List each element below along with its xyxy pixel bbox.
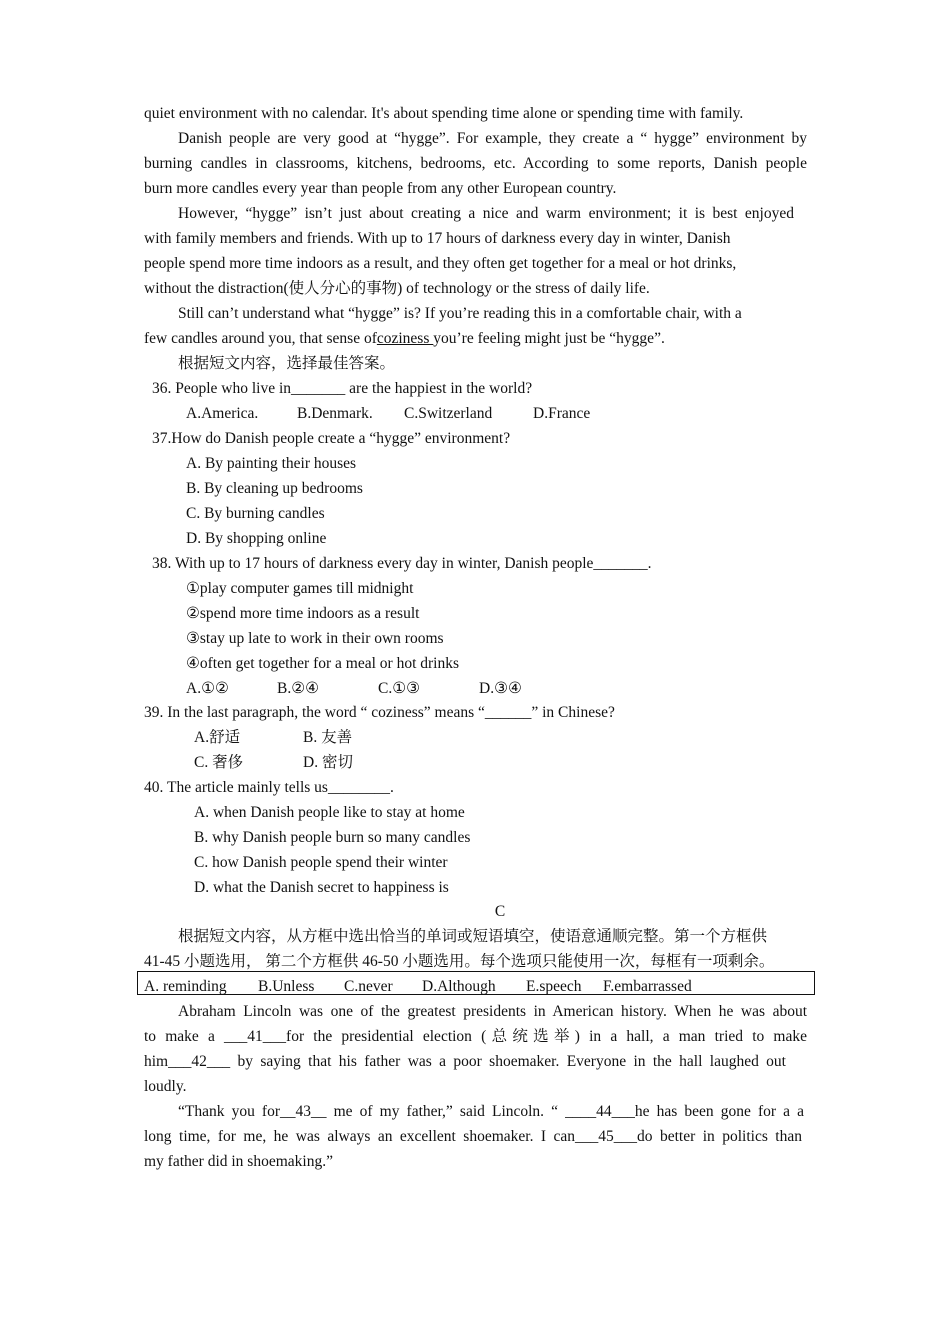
answer-option: D.③④ xyxy=(479,680,522,697)
word-option: D.Although xyxy=(422,978,496,995)
numbered-item: ②spend more time indoors as a result xyxy=(186,605,420,622)
answer-option: C.①③ xyxy=(378,680,421,697)
section-heading: C xyxy=(494,903,506,920)
word-option: C.never xyxy=(344,978,393,995)
numbered-item: ①play computer games till midnight xyxy=(186,580,414,597)
word-option: F.embarrassed xyxy=(603,978,692,995)
answer-option: B. 友善 xyxy=(303,729,353,746)
answer-option: D. By shopping online xyxy=(186,530,327,547)
answer-option: A. when Danish people like to stay at home xyxy=(194,804,465,821)
word-option: A. reminding xyxy=(144,978,227,995)
passage-line: long time, for me, he was always an excellent shoemaker. I can___45___do better in politics than xyxy=(144,1128,802,1145)
passage-line: burn more candles every year than people from any other European country. xyxy=(144,180,617,197)
word-option: E.speech xyxy=(526,978,582,995)
passage-text: few candles around you, that sense of xyxy=(144,330,377,347)
answer-option: D. what the Danish secret to happiness is xyxy=(194,879,449,896)
instruction-text: 41-45 小题选用， 第二个方框供 46-50 小题选用。每个选项只能使用一次，每框有一项剩余。 xyxy=(144,953,775,970)
instruction-text: 根据短文内容，从方框中选出恰当的单词或短语填空，使语意通顺完整。第一个方框供 xyxy=(178,928,768,945)
answer-option: C. By burning candles xyxy=(186,505,325,522)
passage-line: loudly. xyxy=(144,1078,187,1095)
passage-line: with family members and friends. With up to 17 hours of darkness every day in winter, Danish xyxy=(144,230,731,247)
answer-option: C. how Danish people spend their winter xyxy=(194,854,448,871)
passage-line: my father did in shoemaking.” xyxy=(144,1153,333,1170)
question-stem: 37.How do Danish people create a “hygge” environment? xyxy=(152,430,511,447)
passage-line: Still can’t understand what “hygge” is? If you’re reading this in a comfortable chair, with a xyxy=(178,305,742,322)
answer-option: B. why Danish people burn so many candles xyxy=(194,829,471,846)
passage-line: without the distraction(使人分心的事物) of technology or the stress of daily life. xyxy=(144,280,650,297)
answer-option: D.France xyxy=(533,405,591,422)
answer-option: B.Denmark. xyxy=(297,405,373,422)
numbered-item: ④often get together for a meal or hot drinks xyxy=(186,655,460,672)
passage-line: Abraham Lincoln was one of the greatest presidents in American history. When he was about xyxy=(178,1003,807,1020)
passage-line: to make a ___41___for the presidential election (总统选举) in a hall, a man tried to make xyxy=(144,1028,807,1045)
answer-option: A.舒适 xyxy=(194,729,241,746)
question-stem: 40. The article mainly tells us________. xyxy=(144,779,394,796)
answer-option: A.①② xyxy=(186,680,229,697)
passage-line: people spend more time indoors as a result, and they often get together for a meal or hot drinks, xyxy=(144,255,737,272)
question-stem: 36. People who live in_______ are the happiest in the world? xyxy=(152,380,533,397)
underlined-word-coziness: coziness xyxy=(376,330,434,347)
passage-line: burning candles in classrooms, kitchens, bedrooms, etc. According to some reports, Danish people xyxy=(144,155,807,172)
instruction-text: 根据短文内容，选择最佳答案。 xyxy=(178,355,396,372)
word-option: B.Unless xyxy=(258,978,315,995)
answer-option: C. 奢侈 xyxy=(194,754,244,771)
question-stem: 39. In the last paragraph, the word “ coziness” means “______” in Chinese? xyxy=(144,704,615,721)
answer-option: D. 密切 xyxy=(303,754,353,771)
numbered-item: ③stay up late to work in their own rooms xyxy=(186,630,444,647)
answer-option: C.Switzerland xyxy=(404,405,493,422)
passage-text: you’re feeling might just be “hygge”. xyxy=(433,330,665,347)
question-stem: 38. With up to 17 hours of darkness every day in winter, Danish people_______. xyxy=(152,555,652,572)
answer-option: A. By painting their houses xyxy=(186,455,357,472)
passage-line: Danish people are very good at “hygge”. For example, they create a “ hygge” environment by xyxy=(178,130,807,147)
answer-option: B.②④ xyxy=(277,680,320,697)
answer-option: A.America. xyxy=(186,405,259,422)
passage-line: However, “hygge” isn’t just about creating a nice and warm environment; it is best enjoyed xyxy=(178,205,794,222)
passage-line xyxy=(144,329,665,349)
passage-line: quiet environment with no calendar. It's about spending time alone or spending time with family. xyxy=(144,105,744,122)
passage-line: him___42___ by saying that his father was a poor shoemaker. Everyone in the hall laughed out xyxy=(144,1053,786,1070)
passage-line: “Thank you for__43__ me of my father,” said Lincoln. “ ____44___he has been gone for a a xyxy=(178,1103,804,1120)
answer-option: B. By cleaning up bedrooms xyxy=(186,480,363,497)
